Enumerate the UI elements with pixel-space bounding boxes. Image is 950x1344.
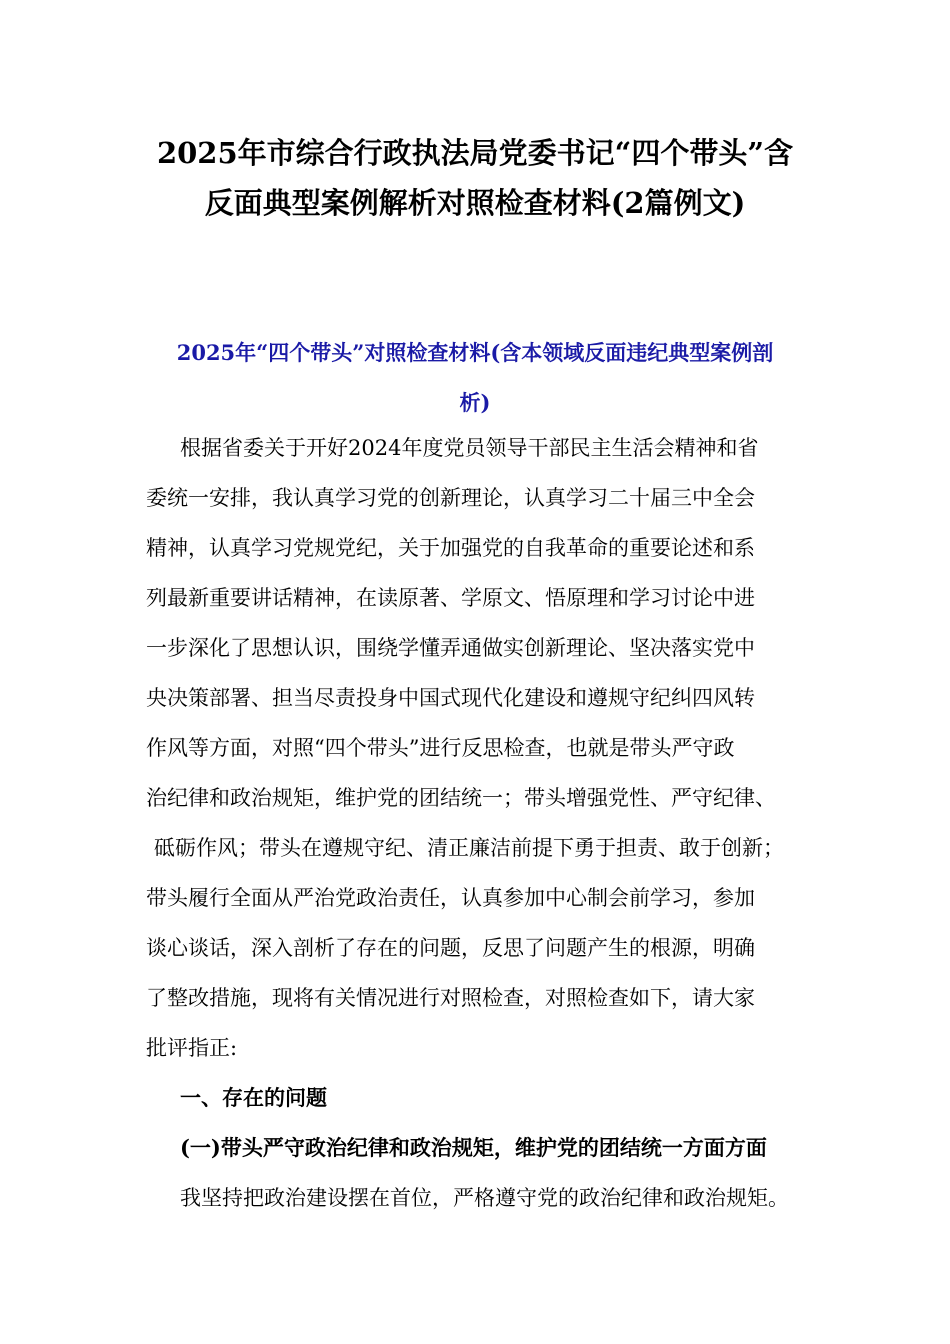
paragraph-1-line: 了整改措施，现将有关情况进行对照检查，对照检查如下，请大家 xyxy=(146,986,755,1010)
paragraph-1-line: 根据省委关于开好2024年度党员领导干部民主生活会精神和省 xyxy=(180,436,759,460)
paragraph-1-line: 委统一安排，我认真学习党的创新理论，认真学习二十届三中全会 xyxy=(146,486,755,510)
paragraph-1-line: 精神，认真学习党规党纪，关于加强党的自我革命的重要论述和系 xyxy=(146,536,755,560)
paragraph-2-line: 我坚持把政治建设摆在首位，严格遵守党的政治纪律和政治规矩。 xyxy=(180,1186,789,1210)
document-title xyxy=(100,128,850,228)
paragraph-1-line: 砥砺作风；带头在遵规守纪、清正廉洁前提下勇于担责、敢于创新； xyxy=(154,836,784,860)
paragraph-1-line: 谈心谈话，深入剖析了存在的问题，反思了问题产生的根源，明确 xyxy=(146,936,755,960)
paragraph-1-line: 一步深化了思想认识，围绕学懂弄通做实创新理论、坚决落实党中 xyxy=(146,636,755,660)
paragraph-1-line: 带头履行全面从严治党政治责任，认真参加中心制会前学习，参加 xyxy=(146,886,755,910)
subheading-political-discipline: (一)带头严守政治纪律和政治规矩，维护党的团结统一方面方面 xyxy=(180,1135,767,1160)
document-title-line-1: 2025年市综合行政执法局党委书记“四个带头”含 xyxy=(156,136,794,170)
paragraph-1-line: 治纪律和政治规矩，维护党的团结统一；带头增强党性、严守纪律、 xyxy=(146,786,776,810)
paragraph-1-line: 批评指正: xyxy=(146,1036,238,1060)
section-title-line-2: 析) xyxy=(459,390,491,415)
paragraph-1-line: 列最新重要讲话精神，在读原著、学原文、悟原理和学习讨论中进 xyxy=(146,586,755,610)
section-title-line-1: 2025年“四个带头”对照检查材料(含本领域反面违纪典型案例剖 xyxy=(176,340,774,365)
section-title xyxy=(140,328,810,428)
paragraph-1-line: 作风等方面，对照“四个带头”进行反思检查，也就是带头严守政 xyxy=(146,736,735,760)
paragraph-1-line: 央决策部署、担当尽责投身中国式现代化建设和遵规守纪纠四风转 xyxy=(146,686,755,710)
document-title-line-2: 反面典型案例解析对照检查材料(2篇例文) xyxy=(204,186,746,220)
heading-existing-problems: 一、存在的问题 xyxy=(180,1085,327,1110)
